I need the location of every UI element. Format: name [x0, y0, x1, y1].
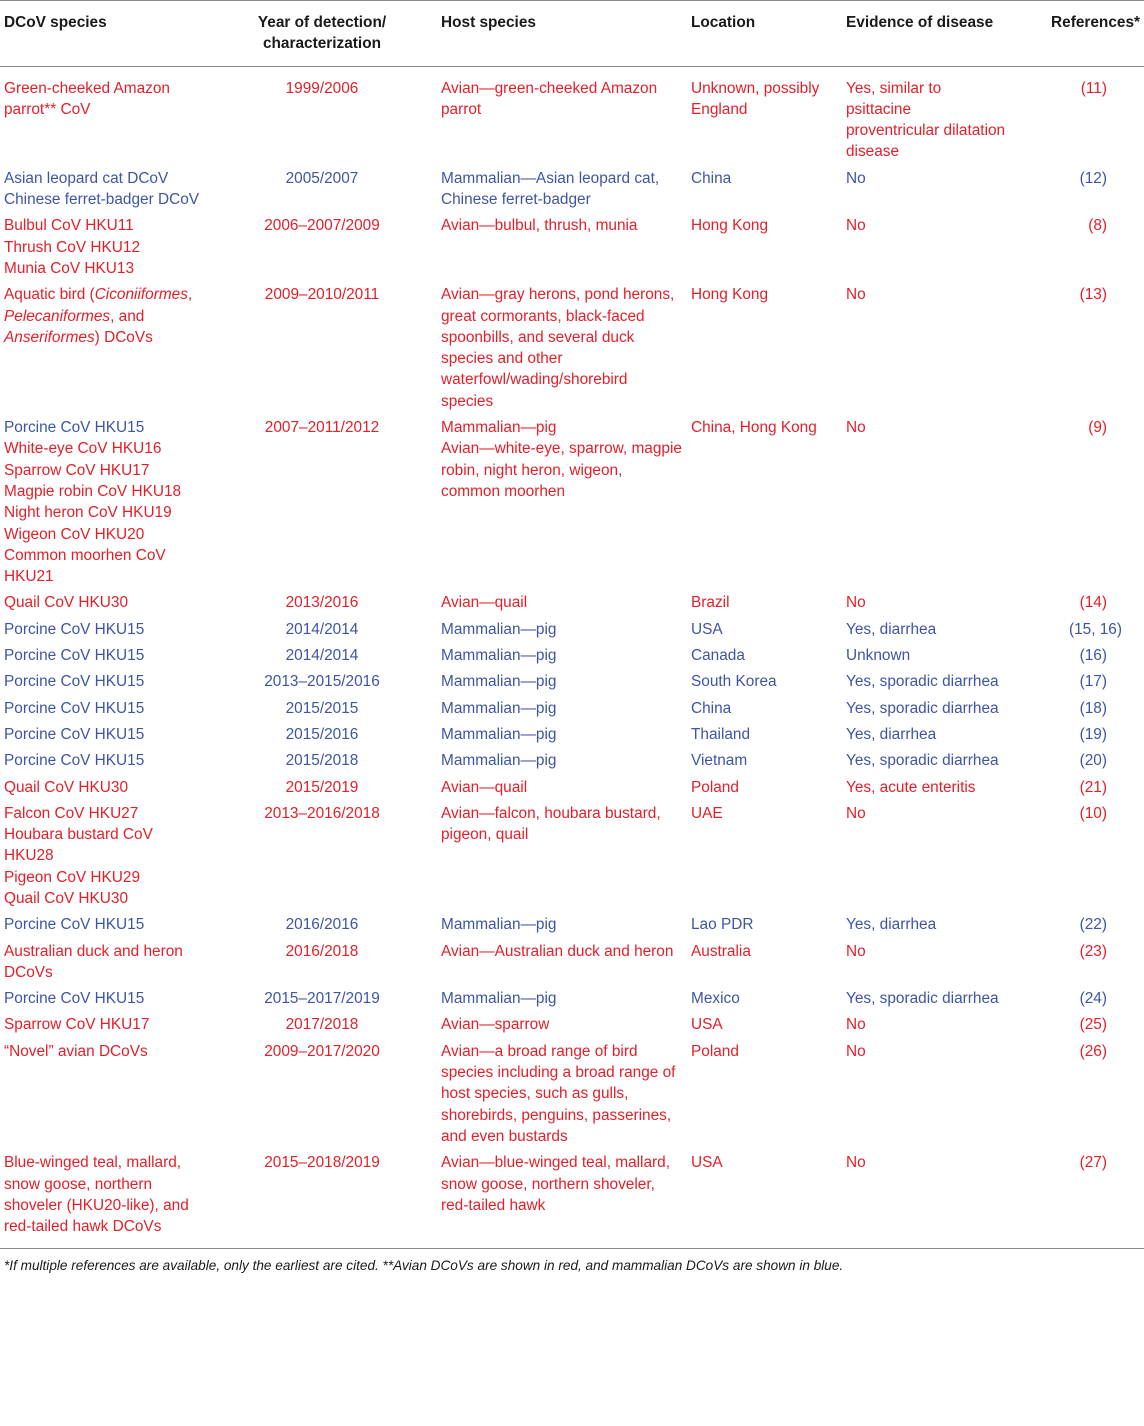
species-line: Porcine CoV HKU15: [4, 419, 145, 437]
cell-species: Porcine CoV HKU15: [4, 916, 145, 934]
cell-disease: Yes, diarrhea: [846, 620, 937, 638]
cell-year: 2013–2016/2018: [264, 804, 380, 822]
cell-location: Hong Kong: [691, 217, 769, 235]
cell-year: 2017/2018: [285, 1016, 359, 1034]
table-row: [0, 938, 1144, 986]
cell-species: [0, 281, 207, 414]
species-text: Aquatic bird (: [4, 286, 95, 304]
table-row: [0, 747, 1144, 773]
cell-year: 2015–2018/2019: [207, 1149, 437, 1249]
species-line: Wigeon CoV HKU20: [4, 525, 145, 543]
table-row: [0, 414, 1144, 589]
cell-references: (12): [1079, 169, 1107, 187]
header-references: References*: [1012, 1, 1144, 67]
cell-species: Australian duck and heron DCoVs: [4, 942, 183, 981]
species-italic: Ciconiiformes: [94, 286, 188, 304]
cell-references: (23): [1079, 942, 1107, 960]
cell-location: Poland: [691, 1042, 739, 1060]
cell-species: Porcine CoV HKU15: [4, 647, 145, 665]
table-row: [0, 165, 1144, 213]
cell-species: Porcine CoV HKU15: [4, 725, 145, 743]
cell-references: (9): [1088, 419, 1107, 437]
table-row: [0, 721, 1144, 747]
table-row: [0, 642, 1144, 668]
cell-location: Thailand: [691, 725, 751, 743]
table-header: [0, 1, 1144, 67]
cell-location: Vietnam: [691, 752, 748, 770]
cell-year: 2015/2019: [285, 778, 359, 796]
cell-location: China: [691, 169, 732, 187]
cell-year: 2015/2016: [285, 725, 359, 743]
header-host: Host species: [437, 1, 687, 67]
cell-host: Avian—Australian duck and heron: [441, 942, 674, 960]
species-italic: Anseriformes: [4, 328, 95, 346]
cell-disease: No: [846, 169, 866, 187]
cell-species: Porcine CoV HKU15: [4, 752, 145, 770]
cell-year: 2015/2015: [285, 699, 359, 717]
cell-species: [0, 165, 207, 213]
cell-location: Poland: [691, 778, 739, 796]
cell-year: 2013–2015/2016: [264, 673, 380, 691]
table-row: [0, 911, 1144, 937]
table-row: [0, 1149, 1144, 1249]
cell-location: Australia: [691, 942, 751, 960]
cell-host: Avian—gray herons, pond herons, great cormorants, black-faced spoonbills, and several duck species and other waterfowl/wading/shorebird species: [441, 286, 675, 410]
cell-disease: No: [846, 942, 866, 960]
cell-location: Mexico: [691, 990, 740, 1008]
table-row: [0, 1011, 1144, 1037]
cell-species: [0, 414, 207, 589]
cell-host: [437, 414, 687, 589]
cell-year: 2014/2014: [285, 620, 359, 638]
cell-disease: No: [846, 217, 866, 235]
species-line: Munia CoV HKU13: [4, 259, 135, 277]
header-year: Year of detection/ characterization: [207, 1, 437, 67]
cell-host: Avian—bulbul, thrush, munia: [441, 217, 638, 235]
table-row: [0, 668, 1144, 694]
cell-references: (17): [1079, 673, 1107, 691]
cell-year: 1999/2006: [285, 79, 359, 97]
cell-references: (26): [1079, 1042, 1107, 1060]
species-line: Chinese ferret-badger DCoV: [4, 191, 200, 209]
cell-disease: Yes, sporadic diarrhea: [846, 990, 999, 1008]
species-text: ) DCoVs: [94, 328, 153, 346]
cell-species: Sparrow CoV HKU17: [4, 1016, 150, 1034]
cell-host: Mammalian—pig: [441, 647, 557, 665]
cell-disease: No: [842, 1149, 1012, 1249]
cell-host: Mammalian—pig: [441, 620, 557, 638]
cell-references: (18): [1079, 699, 1107, 717]
cell-disease: No: [846, 1042, 866, 1060]
table-row: [0, 281, 1144, 414]
cell-disease: No: [846, 804, 866, 822]
cell-host: Avian—quail: [441, 778, 528, 796]
cell-host: Avian—falcon, houbara bustard, pigeon, quail: [441, 804, 661, 844]
cell-host: Avian—blue-winged teal, mallard, snow goose, northern shoveler, red-tailed hawk: [437, 1149, 687, 1249]
species-line: Asian leopard cat DCoV: [4, 169, 169, 187]
cell-disease: Yes, acute enteritis: [846, 778, 976, 796]
table-row: [0, 774, 1144, 800]
cell-disease: No: [846, 594, 866, 612]
table-body: [0, 66, 1144, 1249]
cell-references: (16): [1079, 647, 1107, 665]
cell-species: Blue-winged teal, mallard, snow goose, northern shoveler (HKU20-like), and red-tailed hawk DCoVs: [0, 1149, 207, 1249]
cell-references: (20): [1079, 752, 1107, 770]
species-line: Magpie robin CoV HKU18: [4, 482, 182, 500]
cell-disease: Yes, sporadic diarrhea: [846, 699, 999, 717]
table-footnote: *If multiple references are available, only the earliest are cited. **Avian DCoVs are shown in red, and mammalian DCoVs are shown in blue.: [4, 1258, 844, 1273]
cell-species: Porcine CoV HKU15: [4, 699, 145, 717]
species-line: Falcon CoV HKU27: [4, 804, 139, 822]
cell-year: 2009–2017/2020: [264, 1042, 380, 1060]
header-species: DCoV species: [0, 1, 207, 67]
cell-year: 2007–2011/2012: [264, 419, 380, 437]
cell-location: Hong Kong: [691, 286, 769, 304]
species-italic: Pelecaniformes: [4, 307, 111, 325]
cell-references: (27): [1012, 1149, 1144, 1249]
cell-references: (11): [1080, 79, 1107, 97]
species-line: Bulbul CoV HKU11: [4, 217, 134, 235]
cell-disease: No: [846, 286, 866, 304]
cell-host: Avian—quail: [441, 594, 528, 612]
cell-species: Green-cheeked Amazon parrot** CoV: [4, 79, 170, 118]
species-line: Sparrow CoV HKU17: [4, 461, 150, 479]
cell-references: (13): [1079, 286, 1107, 304]
cell-species: Porcine CoV HKU15: [4, 990, 145, 1008]
host-line: Avian—white-eye, sparrow, magpie robin, night heron, wigeon, common moorhen: [441, 440, 682, 500]
cell-host: Avian—green-cheeked Amazon parrot: [441, 79, 658, 118]
cell-disease: Yes, diarrhea: [846, 916, 937, 934]
cell-year: 2016/2018: [285, 942, 359, 960]
header-location: Location: [687, 1, 842, 67]
cell-location: USA: [691, 620, 723, 638]
header-row: [0, 1, 1144, 67]
cell-disease: Yes, similar to psittacine proventricular dilatation disease: [846, 79, 1006, 161]
cell-species: [0, 800, 207, 911]
species-line: Houbara bustard CoV HKU28: [4, 826, 153, 865]
cell-host: Avian—sparrow: [441, 1016, 550, 1034]
cell-year: 2005/2007: [285, 169, 359, 187]
cell-species: [0, 212, 207, 281]
cell-host: Mammalian—pig: [441, 699, 557, 717]
cell-host: Mammalian—Asian leopard cat, Chinese ferret-badger: [441, 169, 660, 209]
cell-references: (14): [1079, 594, 1107, 612]
table-row: [0, 616, 1144, 642]
species-line: Quail CoV HKU30: [4, 889, 129, 907]
cell-disease: No: [846, 419, 866, 437]
cell-disease: No: [846, 1016, 866, 1034]
cell-location: UAE: [691, 804, 723, 822]
species-line: Pigeon CoV HKU29: [4, 868, 141, 886]
cell-disease: Yes, sporadic diarrhea: [846, 673, 999, 691]
cell-location: Brazil: [691, 594, 730, 612]
cell-references: (21): [1079, 778, 1107, 796]
cell-year: 2016/2016: [285, 916, 359, 934]
cell-species: Porcine CoV HKU15: [4, 620, 145, 638]
cell-references: (15, 16): [1068, 620, 1122, 638]
cell-species: Porcine CoV HKU15: [4, 673, 145, 691]
species-text: , and: [110, 307, 145, 325]
table-row: [0, 1038, 1144, 1149]
cell-species: “Novel” avian DCoVs: [4, 1042, 148, 1060]
table-row: [0, 985, 1144, 1011]
cell-references: (8): [1088, 217, 1107, 235]
cell-disease: Yes, sporadic diarrhea: [846, 752, 999, 770]
table-row: [0, 695, 1144, 721]
table-row: [0, 66, 1144, 165]
table-row: [0, 800, 1144, 911]
species-line: Night heron CoV HKU19: [4, 504, 172, 522]
cell-year: 2009–2010/2011: [264, 286, 380, 304]
cell-year: 2013/2016: [285, 594, 359, 612]
cell-disease: Yes, diarrhea: [846, 725, 937, 743]
cell-location: South Korea: [691, 673, 777, 691]
cell-host: Avian—a broad range of bird species including a broad range of host species, such as gulls, shorebirds, penguins, passerines, and even bustards: [441, 1042, 676, 1145]
species-line: Thrush CoV HKU12: [4, 238, 141, 256]
cell-disease: Unknown: [846, 647, 911, 665]
cell-species: Quail CoV HKU30: [4, 594, 129, 612]
cell-references: (19): [1079, 725, 1107, 743]
species-line: White-eye CoV HKU16: [4, 440, 162, 458]
cell-location: USA: [687, 1149, 842, 1249]
cell-year: 2014/2014: [285, 647, 359, 665]
cell-location: China, Hong Kong: [691, 419, 817, 437]
host-line: Mammalian—pig: [441, 419, 557, 437]
cell-host: Mammalian—pig: [441, 725, 557, 743]
cell-location: China: [691, 699, 732, 717]
cell-location: USA: [691, 1016, 723, 1034]
cell-year: 2006–2007/2009: [264, 217, 380, 235]
cell-location: Lao PDR: [691, 916, 754, 934]
cell-references: (24): [1079, 990, 1107, 1008]
cell-references: (10): [1079, 804, 1107, 822]
cell-year: 2015/2018: [285, 752, 359, 770]
cell-references: (25): [1079, 1016, 1107, 1034]
species-text: ,: [187, 286, 193, 304]
cell-species: Quail CoV HKU30: [4, 778, 129, 796]
cell-references: (22): [1079, 916, 1107, 934]
table-row: [0, 589, 1144, 615]
header-disease: Evidence of disease: [842, 1, 1012, 67]
cell-location: Unknown, possibly England: [691, 79, 820, 118]
cell-host: Mammalian—pig: [441, 673, 557, 691]
cell-host: Mammalian—pig: [441, 916, 557, 934]
cell-host: Mammalian—pig: [441, 990, 557, 1008]
table-row: [0, 212, 1144, 281]
cell-year: 2015–2017/2019: [264, 990, 380, 1008]
cell-host: Mammalian—pig: [441, 752, 557, 770]
species-line: Common moorhen CoV HKU21: [4, 546, 166, 586]
cell-location: Canada: [691, 647, 745, 665]
